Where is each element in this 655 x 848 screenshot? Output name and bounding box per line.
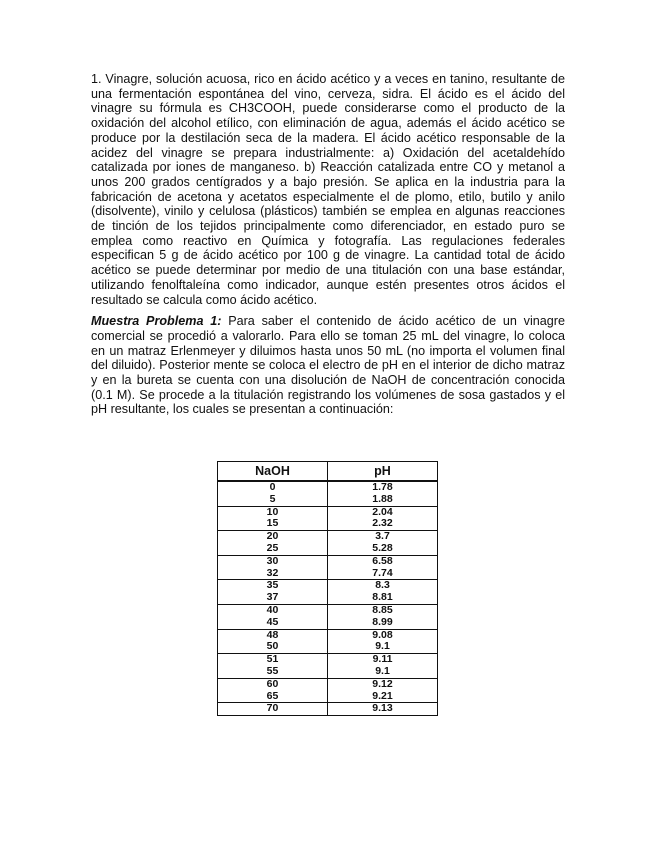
table-row [218,580,438,592]
table-row [218,703,438,716]
paragraph-muestra-problema [91,314,565,417]
table-row [218,604,438,616]
cell-naoh: 50 [218,641,328,653]
cell-ph: 9.11 [372,653,393,666]
cell-naoh: 48 [218,629,328,641]
table-row [218,629,438,641]
table-row [218,518,438,530]
cell-ph: 8.3 [375,579,390,592]
cell-ph: 2.32 [328,518,438,530]
cell-naoh: 51 [218,654,328,666]
table-row [218,481,438,494]
cell-naoh: 60 [218,678,328,690]
paragraph-lead: Muestra Problema 1: [91,314,222,329]
table-row [218,555,438,567]
cell-ph: 3.7 [375,530,390,543]
cell-naoh: 10 [218,506,328,518]
cell-ph: 9.12 [372,677,393,690]
cell-naoh: 20 [218,531,328,543]
table-row [218,506,438,518]
table-body [218,481,438,716]
cell-naoh: 55 [218,666,328,678]
paragraph-text: Para saber el contenido de ácido acético de un vinagre comercial se procedió a valorarlo. Para ello se toman 25 mL del vinagre, lo coloca en un matraz Erlenmeyer y diluimos hasta unos 50 mL (no importa el volumen final del diluido). Posterior mente se coloca el electro de pH en el interior de dicho matraz y en la bureta se cuenta con una disolución de NaOH de concentración conocida (0.1 M). Se procede a la titulación registrando los volúmenes de sosa gastados y el pH resultante, los cuales se presentan a continuación: [91,314,565,417]
cell-naoh: 25 [218,543,328,555]
cell-ph: 1.78 [372,481,393,493]
paragraph-vinagre: 1. Vinagre, solución acuosa, rico en ácido acético y a veces en tanino, resultante de una fermentación espontánea del vino, cerveza, sidra. El ácido es el ácido del vinagre su fórmula es CH3COOH, puede considerarse como el producto de la oxidación del alcohol etílico, con eliminación de agua, además el ácido acético se produce por la destilación seca de la madera. El ácido acético responsable de la acidez del vinagre se prepara industrialmente: a) Oxidación del acetaldehído catalizada por iones de manganeso. b) Reacción catalizada entre CO y metanol a unos 200 grados centígrados y a bajo presión. Se aplica en la industria para la fabricación de acetona y acetatos especialmente el de plomo, etilo, butilo y anilo (disolvente), vinilo y celulosa (plásticos) también se emplea en algunas reacciones de tinción de los tejidos principalmente como diferenciador, en estado puro se emplea como reactivo en Química y fotografía. Las regulaciones federales especifican 5 g de ácido acético por 100 g de vinagre. La cantidad total de ácido acético se puede determinar por medio de una titulación con una base estándar, utilizando fenolftaleína como indicador, aunque estén presentes otros ácidos el resultado se calcula como ácido acético. [91,72,565,307]
header-ph: pH [328,462,438,482]
cell-naoh: 70 [218,703,328,716]
cell-naoh: 30 [218,555,328,567]
cell-ph: 9.08 [372,628,393,641]
table-row [218,641,438,653]
cell-ph: 9.21 [328,691,438,703]
cell-ph: 8.99 [328,617,438,629]
table-row [218,494,438,506]
titration-table [217,461,438,716]
cell-naoh: 0 [218,481,328,494]
table-row [218,543,438,555]
cell-ph: 9.1 [328,666,438,678]
cell-ph: 9.13 [372,702,393,715]
cell-ph: 2.04 [372,505,393,518]
table-row [218,568,438,580]
document-page [91,72,565,417]
cell-naoh: 45 [218,617,328,629]
cell-naoh: 15 [218,518,328,530]
cell-ph: 5.28 [328,543,438,555]
cell-ph: 8.85 [372,603,393,616]
table-row [218,654,438,666]
header-naoh: NaOH [218,462,328,482]
cell-ph: 8.81 [328,592,438,604]
cell-naoh: 32 [218,568,328,580]
cell-ph: 6.58 [372,554,393,567]
cell-ph: 7.74 [328,568,438,580]
table-header-row [218,462,438,482]
table-row [218,691,438,703]
table-row [218,666,438,678]
cell-ph: 9.1 [328,641,438,653]
table-row [218,617,438,629]
cell-naoh: 65 [218,691,328,703]
table-row [218,678,438,690]
cell-naoh: 5 [218,494,328,506]
cell-naoh: 35 [218,580,328,592]
cell-naoh: 37 [218,592,328,604]
table-row [218,592,438,604]
cell-naoh: 40 [218,604,328,616]
table-row [218,531,438,543]
cell-ph: 1.88 [328,494,438,506]
